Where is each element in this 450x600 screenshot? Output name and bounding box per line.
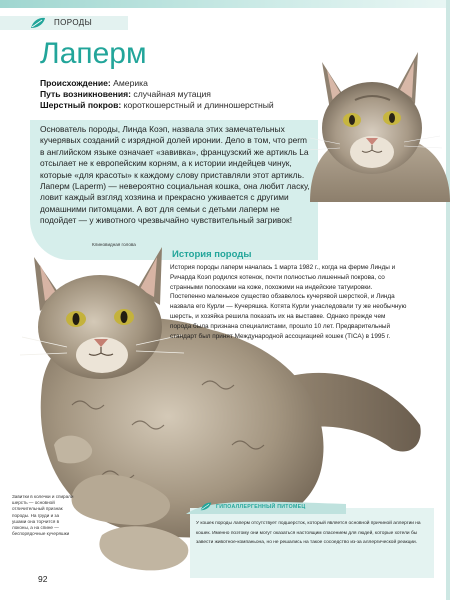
- annotation-head: Клиновидная голова: [92, 242, 136, 247]
- fact-origin: Происхождение: Америка: [40, 78, 148, 88]
- hypoallergenic-text: У кошек породы лаперм отсутствует подшерсток, который является основной причиной аллергии на кошек. Именно поэтому они могут оказаться настоящим спасением для людей, которые хотели бы завести животное-компаньона, но не решались на такое сосоедство из-за аллергической реакции.: [196, 521, 421, 546]
- page-number: 92: [38, 574, 48, 584]
- leaf-icon: [200, 502, 212, 511]
- hypoallergenic-title: ГИПОАЛЛЕРГЕННЫЙ ПИТОМЕЦ: [216, 504, 306, 510]
- breed-facts: [40, 78, 340, 111]
- leaf-icon: [30, 17, 46, 29]
- history-text: История породы лаперм началась 1 марта 1982 г., когда на ферме Линды и Ричарда Коэп родился котенок, почти полностью лишенный покрова, со странными полосками на коже, похожими на индейские татуировки. Постепенно маленькое существо обзавелось кучерявой шерсткой, и Линда назвала его Курли — Кучеряшка. Котята Курли унаследовали ту же необычную шерсть, и хозяйка решила показать их на выставке. Однако прежде чем порода была признана специалистами, прошло 10 лет. Предварительный стандарт был принят Международной ассоциацией кошек (TICA) в 1995 г.: [170, 264, 407, 340]
- section-label: ПОРОДЫ: [54, 18, 93, 27]
- header-stripe: [0, 0, 450, 8]
- cat-portrait-image: [300, 40, 450, 202]
- annotation-coat: Завитки в колечки и спирали шерсть — основной отличительный признак породы. На груди и за ушами она торчится в локоны, а на спине — беспорядочные кучеряшки: [12, 494, 74, 537]
- fact-origin-path: Путь возникновения: случайная мутация: [40, 89, 211, 99]
- page-title: Лаперм: [40, 37, 147, 70]
- intro-text: Основатель породы, Линда Коэп, назвала этих замечательных кучерявых созданий с изрядной долей иронии. Дело в том, что perm в английском языке означает «завивка», французский же артикль La отсылает не к европейским корням, а к истории индейцев чинук, которые «для красоты» к каждому слову приставляли этот артикль. Лаперм (Laperm) — невероятно социальная кошка, она любит ласку, ловит каждый взгляд хозяина и прекрасно уживается с другими домашними питомцами. А вот для семьи с детьми лаперм не подойдет — у животного чрезвычайно чувствительный загривок!: [40, 124, 310, 226]
- fact-coat: Шерстный покров: короткошерстный и длинношерстный: [40, 100, 274, 110]
- history-title: История породы: [172, 249, 252, 260]
